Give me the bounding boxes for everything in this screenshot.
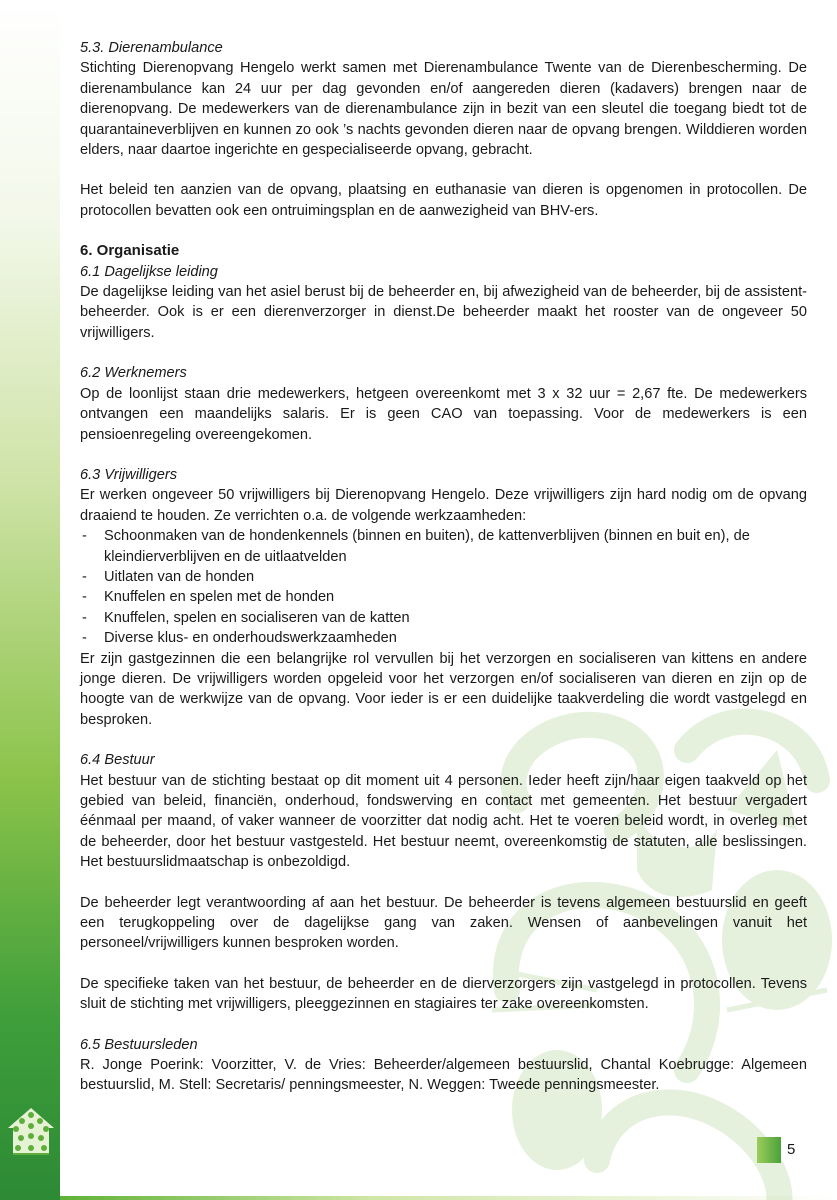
list-item: - Knuffelen en spelen met de honden (80, 587, 807, 607)
section-6-3-intro: Er werken ongeveer 50 vrijwilligers bij Dierenopvang Hengelo. Deze vrijwilligers zijn hard nodig om de opvang draaiend te houden. Ze verrichten o.a. de volgende werkzaamheden: (80, 487, 807, 524)
volunteer-tasks-list (80, 526, 807, 648)
list-item: - Knuffelen, spelen en socialiseren van de katten (80, 608, 807, 628)
left-gradient-bar (0, 0, 60, 1200)
section-6-2-paragraph: Op de loonlijst staan drie medewerkers, hetgeen overeenkomt met 3 x 32 uur = 2,67 fte. De medewerkers ontvangen een maandelijks salaris. Er is geen CAO van toepassing. Voor de medewerkers is een pensioenregeling overeengekomen. (80, 385, 807, 443)
page-number-swatch (757, 1137, 781, 1163)
section-6-heading: 6. Organisatie (80, 242, 180, 260)
section-5-3-paragraph-2: Het beleid ten aanzien van de opvang, plaatsing en euthanasie van dieren is opgenomen in protocollen. De protocollen bevatten ook een ontruimingsplan en de aanwezigheid van BHV-ers. (80, 182, 807, 219)
section-6-1-paragraph: De dagelijkse leiding van het asiel berust bij de beheerder en, bij afwezigheid van de beheerder, bij de assistent-beheerder. Ook is er een dierenverzorger in dienst.De beheerder maakt het rooster van de ongeveer 50 vrijwilligers. (80, 284, 807, 341)
section-6-3-heading: 6.3 Vrijwilligers (80, 466, 178, 483)
section-5-3-heading: 5.3. Dierenambulance (80, 40, 223, 56)
section-5-3-paragraph-1: Stichting Dierenopvang Hengelo werkt samen met Dierenambulance Twente van de Dierenbescherming. De dierenambulance kan 24 uur per dag gevonden en/of aangereden dieren (kadavers) brengen naar de dierenopvang. De medewerkers van de dierenambulance zijn in bezit van een sleutel die toegang biedt tot de quarantaineverblijven en kunnen zo ook ’s nachts gevonden dieren naar de opvang brengen. Wilddieren worden elders, naar daartoe ingerichte en gespecialiseerde opvang, gebracht. (80, 60, 807, 159)
page-number: 5 (787, 1141, 796, 1158)
page-number-box (757, 1137, 819, 1163)
house-animals-logo-icon (6, 1106, 56, 1158)
section-6-4-heading: 6.4 Bestuur (80, 752, 155, 769)
section-6-1-heading: 6.1 Dagelijkse leiding (80, 263, 218, 280)
section-6-5-heading: 6.5 Bestuursleden (80, 1036, 198, 1053)
section-6-5-paragraph: R. Jonge Poerink: Voorzitter, V. de Vries: Beheerder/algemeen bestuurslid, Chantal Koebrugge: Algemeen bestuurslid, M. Stell: Secretaris/ penningsmeester, N. Weggen: Tweede penningsmeester. (80, 1057, 807, 1094)
section-6-4-paragraph-1: Het bestuur van de stichting bestaat op dit moment uit 4 personen. Ieder heeft zijn/haar eigen taakveld op het gebied van beleid, financiën, onderhoud, fondswerving en contact met gemeenten. Het bestuur vergadert éénmaal per maand, of vaker wanneer de voorzitter dat nodig acht. Het te voeren beleid wordt, in overleg met de beheerder, door het bestuur vastgesteld. Het bestuur neemt, overeenkomstig de statuten, alle beslissingen. Het bestuurslidmaatschap is onbezoldigd. (80, 772, 807, 871)
list-item: - Schoonmaken van de hondenkennels (binnen en buiten), de kattenverblijven (binnen en buit en), de kleindierverblijven en de uitlaatvelden (80, 526, 807, 567)
list-item: - Diverse klus- en onderhoudswerkzaamheden (80, 628, 807, 648)
page-content (80, 38, 807, 1096)
section-6-2-heading: 6.2 Werknemers (80, 365, 187, 382)
section-6-3-outro: Er zijn gastgezinnen die een belangrijke rol vervullen bij het verzorgen en socialiseren van kittens en andere jonge dieren. De vrijwilligers worden opgeleid voor het verzorgen en/of socialiseren van dieren en zijn op de hoogte van de werkwijze van de opvang. Voor ieder is er een duidelijke taakverdeling die wordt vastgelegd en besproken. (80, 650, 807, 728)
section-6-4-paragraph-3: De specifieke taken van het bestuur, de beheerder en de dierverzorgers zijn vastgelegd in protocollen. Tevens sluit de stichting met vrijwilligers, pleeggezinnen en stagiaires ter zake overeenkomsten. (80, 975, 807, 1013)
section-6-4-paragraph-2: De beheerder legt verantwoording af aan het bestuur. De beheerder is tevens algemeen bestuurslid en geeft een terugkoppeling over de dagelijkse gang van zaken. Wensen of aanbevelingen vanuit het personeel/vrijwilligers kunnen besproken worden. (80, 894, 807, 952)
list-item: - Uitlaten van de honden (80, 567, 807, 587)
